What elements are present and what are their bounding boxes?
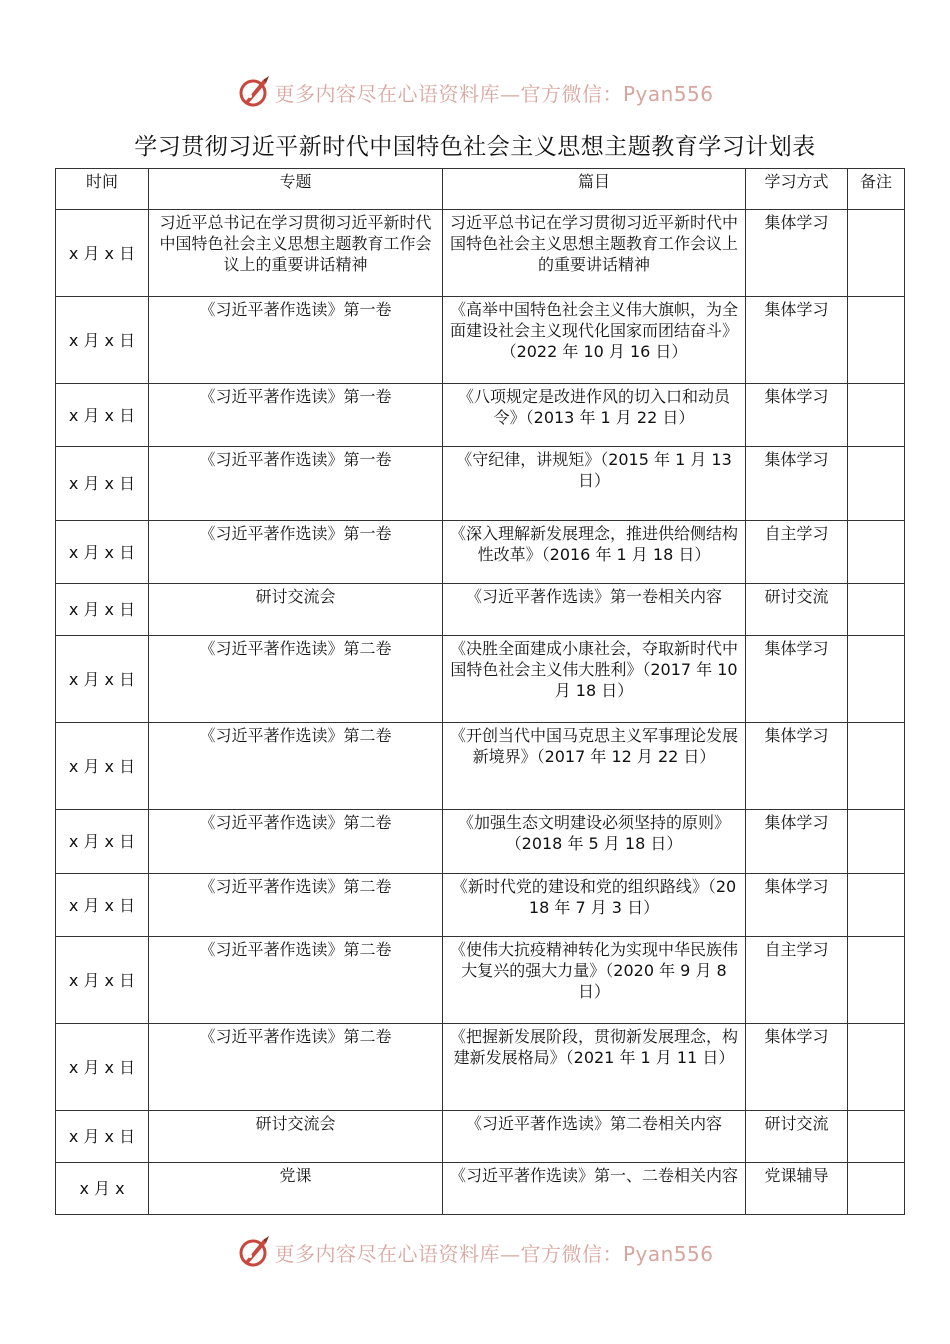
cell-topic: 《习近平著作选读》第二卷 (149, 723, 443, 810)
table-row (56, 1024, 905, 1111)
cell-topic: 《习近平著作选读》第一卷 (149, 297, 443, 384)
table-row (56, 874, 905, 937)
cell-article: 《高举中国特色社会主义伟大旗帜，为全面建设社会主义现代化国家而团结奋斗》（2022 年 10 月 16 日） (443, 297, 746, 384)
cell-article: 《守纪律，讲规矩》（2015 年 1 月 13 日） (443, 447, 746, 521)
cell-method: 集体学习 (746, 810, 848, 874)
cell-topic: 《习近平著作选读》第一卷 (149, 384, 443, 447)
cell-note (848, 1111, 905, 1163)
cell-method: 党课辅导 (746, 1163, 848, 1215)
cell-time: x 月 x (56, 1163, 149, 1215)
cell-topic: 研讨交流会 (149, 584, 443, 636)
cell-time: x 月 x 日 (56, 723, 149, 810)
quill-pen-logo-icon (236, 74, 272, 110)
cell-topic: 《习近平著作选读》第一卷 (149, 447, 443, 521)
cell-note (848, 584, 905, 636)
header-article: 篇目 (443, 169, 746, 210)
cell-time: x 月 x 日 (56, 1024, 149, 1111)
header-banner (0, 72, 950, 112)
cell-method: 集体学习 (746, 384, 848, 447)
cell-article: 《八项规定是改进作风的切入口和动员令》（2013 年 1 月 22 日） (443, 384, 746, 447)
cell-note (848, 521, 905, 584)
cell-article: 《决胜全面建成小康社会，夺取新时代中国特色社会主义伟大胜利》（2017 年 10 月 18 日） (443, 636, 746, 723)
cell-topic: 《习近平著作选读》第二卷 (149, 1024, 443, 1111)
cell-time: x 月 x 日 (56, 384, 149, 447)
footer-banner (0, 1232, 950, 1272)
header-note: 备注 (848, 169, 905, 210)
cell-topic: 《习近平著作选读》第一卷 (149, 521, 443, 584)
table-row (56, 1111, 905, 1163)
table-body (56, 210, 905, 1215)
header-method: 学习方式 (746, 169, 848, 210)
cell-note (848, 447, 905, 521)
cell-time: x 月 x 日 (56, 521, 149, 584)
cell-note (848, 1024, 905, 1111)
table-row (56, 384, 905, 447)
cell-topic: 研讨交流会 (149, 1111, 443, 1163)
cell-article: 习近平总书记在学习贯彻习近平新时代中国特色社会主义思想主题教育工作会议上的重要讲话精神 (443, 210, 746, 297)
table-row (56, 1163, 905, 1215)
cell-note (848, 723, 905, 810)
banner-text: 更多内容尽在心语资料库—官方微信：Pyan556 (274, 81, 714, 106)
cell-topic: 《习近平著作选读》第二卷 (149, 937, 443, 1024)
cell-article: 《习近平著作选读》第一卷相关内容 (443, 584, 746, 636)
cell-method: 研讨交流 (746, 584, 848, 636)
study-plan-table (55, 168, 905, 1215)
cell-note (848, 384, 905, 447)
cell-time: x 月 x 日 (56, 937, 149, 1024)
cell-article: 《深入理解新发展理念，推进供给侧结构性改革》（2016 年 1 月 18 日） (443, 521, 746, 584)
cell-time: x 月 x 日 (56, 810, 149, 874)
table-row (56, 937, 905, 1024)
cell-method: 集体学习 (746, 1024, 848, 1111)
cell-note (848, 937, 905, 1024)
table-row (56, 723, 905, 810)
cell-method: 研讨交流 (746, 1111, 848, 1163)
cell-article: 《习近平著作选读》第一、二卷相关内容 (443, 1163, 746, 1215)
cell-note (848, 297, 905, 384)
cell-time: x 月 x 日 (56, 874, 149, 937)
cell-time: x 月 x 日 (56, 636, 149, 723)
cell-note (848, 874, 905, 937)
cell-method: 集体学习 (746, 636, 848, 723)
cell-method: 集体学习 (746, 210, 848, 297)
table-row (56, 810, 905, 874)
cell-note (848, 210, 905, 297)
cell-article: 《新时代党的建设和党的组织路线》（2018 年 7 月 3 日） (443, 874, 746, 937)
cell-topic: 《习近平著作选读》第二卷 (149, 874, 443, 937)
table-row (56, 636, 905, 723)
banner-text: 更多内容尽在心语资料库—官方微信：Pyan556 (274, 1241, 714, 1266)
header-time: 时间 (56, 169, 149, 210)
table-row (56, 447, 905, 521)
cell-note (848, 1163, 905, 1215)
table-row (56, 521, 905, 584)
cell-topic: 《习近平著作选读》第二卷 (149, 810, 443, 874)
cell-method: 自主学习 (746, 521, 848, 584)
table-row (56, 584, 905, 636)
table-row (56, 210, 905, 297)
cell-topic: 《习近平著作选读》第二卷 (149, 636, 443, 723)
cell-topic: 党课 (149, 1163, 443, 1215)
cell-method: 集体学习 (746, 447, 848, 521)
cell-article: 《加强生态文明建设必须坚持的原则》（2018 年 5 月 18 日） (443, 810, 746, 874)
table-row (56, 297, 905, 384)
cell-time: x 月 x 日 (56, 297, 149, 384)
cell-method: 集体学习 (746, 874, 848, 937)
page-title: 学习贯彻习近平新时代中国特色社会主义思想主题教育学习计划表 (134, 134, 816, 160)
header-topic: 专题 (149, 169, 443, 210)
cell-article: 《使伟大抗疫精神转化为实现中华民族伟大复兴的强大力量》（2020 年 9 月 8 日） (443, 937, 746, 1024)
cell-note (848, 810, 905, 874)
cell-time: x 月 x 日 (56, 1111, 149, 1163)
cell-article: 《开创当代中国马克思主义军事理论发展新境界》（2017 年 12 月 22 日） (443, 723, 746, 810)
quill-pen-logo-icon (236, 1234, 272, 1270)
cell-article: 《把握新发展阶段，贯彻新发展理念，构建新发展格局》（2021 年 1 月 11 日） (443, 1024, 746, 1111)
cell-time: x 月 x 日 (56, 210, 149, 297)
cell-time: x 月 x 日 (56, 584, 149, 636)
cell-time: x 月 x 日 (56, 447, 149, 521)
cell-topic: 习近平总书记在学习贯彻习近平新时代中国特色社会主义思想主题教育工作会议上的重要讲话精神 (149, 210, 443, 297)
cell-article: 《习近平著作选读》第二卷相关内容 (443, 1111, 746, 1163)
cell-method: 集体学习 (746, 723, 848, 810)
cell-note (848, 636, 905, 723)
cell-method: 自主学习 (746, 937, 848, 1024)
cell-method: 集体学习 (746, 297, 848, 384)
table-header-row (56, 169, 905, 210)
